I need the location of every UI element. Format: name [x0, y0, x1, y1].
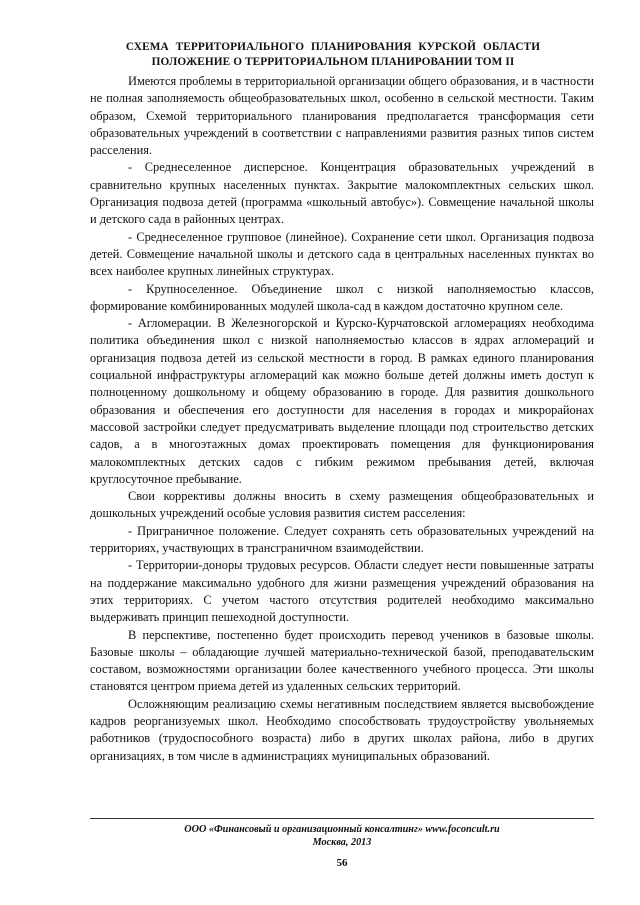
page-number: 56: [336, 857, 348, 869]
paragraph-base-schools: В перспективе, постепенно будет происходить перевод учеников в базовые школы. Базовые школы – обладающие лучшей материально-технической базой, преподавательским составом, возможностями организации более качественного учебного процесса. Эти школы становятся центром приема детей из удаленных сельских территорий.: [90, 627, 594, 694]
paragraph-intro: Имеются проблемы в территориальной организации общего образования, и в частности не полная заполняемость общеобразовательных школ, особенно в сельской местности. Таким образом, Схемой территориального планирования предполагается трансформация сети образовательных учреждений в соответствии с направлениями развития разных типов систем расселения.: [90, 74, 594, 158]
paragraph-linear: - Среднеселенное групповое (линейное). Сохранение сети школ. Организация подвоза детей. Совмещение начальной школы и детского сада в центральных населенных пунктах во всех наиболее крупных линейных структурах.: [90, 229, 594, 279]
paragraph-labor-donors: - Территории-доноры трудовых ресурсов. Области следует нести повышенные затраты на поддержание максимально удобного для жизни размещения учреждений образования на этих территориях. С учетом частого отсутствия родителей необходимо максимально выдерживать принцип пешеходной доступности.: [90, 558, 594, 625]
paragraph-agglomerations: - Агломерации. В Железногорской и Курско-Курчатовской агломерациях необходима политика объединения школ с низкой наполняемостью классов в ядрах агломераций и организация подвоза детей из сельской местности в город. В рамках единого планирования социальной инфраструктуры агломераций как можно больше детей должны иметь доступ к полноценному дошкольному и общему образованию в городе. Для развития дошкольного образования и обеспечения его доступности для населения в городах и микрорайонах массовой застройки следует предусматривать выделение площади под строительство детских садов, а в многоэтажных домах проектировать помещения для функционирования малокомплектных детских садов с гибким режимом пребывания детей, включая круглосуточное пребывание.: [90, 316, 594, 486]
paragraph-dispersed: - Среднеселенное дисперсное. Концентрация образовательных учреждений в сравнительно крупных населенных пунктах. Закрытие малокомплектных сельских школ. Организация подвоза детей (программа «школьный автобус»). Совмещение начальной школы и детского сада в районных центрах.: [90, 160, 594, 227]
body-text: [90, 73, 594, 765]
page-footer: [90, 823, 594, 849]
document-subtitle: ПОЛОЖЕНИЕ О ТЕРРИТОРИАЛЬНОМ ПЛАНИРОВАНИИ ТОМ II: [151, 56, 515, 68]
paragraph-special-conditions: Свои коррективы должны вносить в схему размещения общеобразовательных и дошкольных учреждений особые условия развития систем расселения:: [90, 489, 594, 521]
footer-city-year: Москва, 2013: [312, 837, 372, 848]
paragraph-large-settled: - Крупноселенное. Объединение школ с низкой наполняемостью классов, формирование комбинированных модулей школа-сад в каждом достаточно крупном селе.: [90, 281, 594, 313]
paragraph-border: - Приграничное положение. Следует сохранять сеть образовательных учреждений на территориях, участвующих в трансграничном взаимодействии.: [90, 523, 594, 556]
page-header: [90, 40, 576, 70]
footer-company: ООО «Финансовый и организационный консалтинг» www.foconcult.ru: [184, 824, 500, 835]
paragraph-staff-release: Осложняющим реализацию схемы негативным последствием является высвобождение кадров реорганизуемых школ. Необходимо способствовать трудоустройству увольняемых работников (трудоспособного возраста) либо в других школах района, либо в других организациях, в том числе в администрациях муниципальных образований.: [90, 696, 594, 763]
footer-divider: [90, 818, 594, 819]
document-title: СХЕМА ТЕРРИТОРИАЛЬНОГО ПЛАНИРОВАНИЯ КУРСКОЙ ОБЛАСТИ: [125, 41, 541, 53]
